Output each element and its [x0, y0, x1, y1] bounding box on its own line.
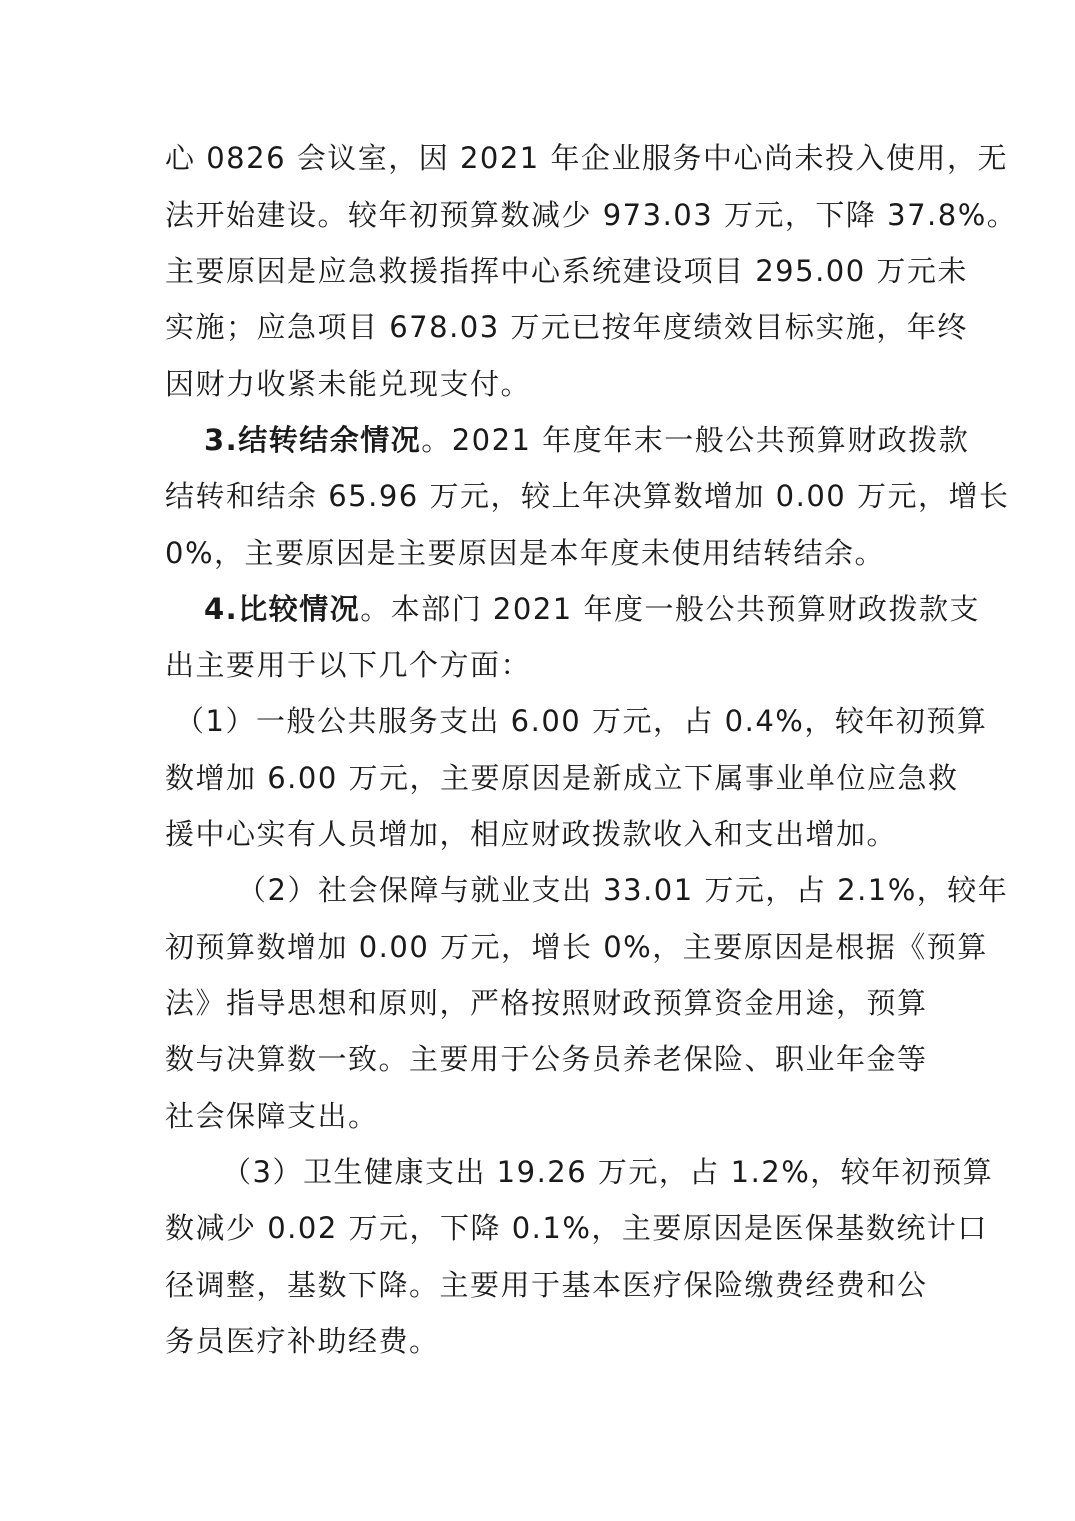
text-line: 务员医疗补助经费。: [165, 1324, 440, 1358]
text-line: 心 0826 会议室，因 2021 年企业服务中心尚未投入使用，无: [165, 141, 1008, 175]
text-line: （2）社会保障与就业支出 33.01 万元，占 2.1%，较年: [237, 873, 1009, 907]
paragraph-heading-line: [204, 420, 969, 460]
text-line: 数减少 0.02 万元，下降 0.1%，主要原因是医保基数统计口: [165, 1211, 988, 1245]
text-line: 实施；应急项目 678.03 万元已按年度绩效目标实施，年终: [165, 310, 968, 344]
text-line: 出主要用于以下几个方面：: [165, 648, 532, 682]
text-line: 因财力收紧未能兑现支付。: [165, 367, 532, 401]
text-span: 。2021 年度年末一般公共预算财政拨款: [421, 423, 970, 457]
section-heading-comparison: 4.比较情况: [204, 592, 361, 626]
text-line: 0%，主要原因是主要原因是本年度未使用结转结余。: [165, 536, 886, 570]
section-heading-carryover: 3.结转结余情况: [204, 423, 422, 457]
text-line: 法开始建设。较年初预算数减少 973.03 万元，下降 37.8%。: [165, 198, 1018, 232]
text-line: 数与决算数一致。主要用于公务员养老保险、职业年金等: [165, 1042, 928, 1076]
text-line: （3）卫生健康支出 19.26 万元，占 1.2%，较年初预算: [222, 1155, 994, 1189]
text-line: 数增加 6.00 万元，主要原因是新成立下属事业单位应急救: [165, 761, 959, 795]
text-line: 径调整，基数下降。主要用于基本医疗保险缴费经费和公: [165, 1268, 928, 1302]
text-line: 援中心实有人员增加，相应财政拨款收入和支出增加。: [165, 817, 898, 851]
text-span: 。本部门 2021 年度一般公共预算财政拨款支: [360, 592, 980, 626]
text-line: 法》指导思想和原则，严格按照财政预算资金用途，预算: [165, 986, 928, 1020]
paragraph-heading-line: [204, 589, 980, 629]
text-line: 初预算数增加 0.00 万元，增长 0%，主要原因是根据《预算: [165, 930, 988, 964]
text-line: 社会保障支出。: [165, 1099, 379, 1133]
text-line: 结转和结余 65.96 万元，较上年决算数增加 0.00 万元，增长: [165, 479, 1010, 513]
text-line: （1）一般公共服务支出 6.00 万元，占 0.4%，较年初预算: [175, 704, 988, 738]
text-line: 主要原因是应急救援指挥中心系统建设项目 295.00 万元未: [165, 254, 968, 288]
